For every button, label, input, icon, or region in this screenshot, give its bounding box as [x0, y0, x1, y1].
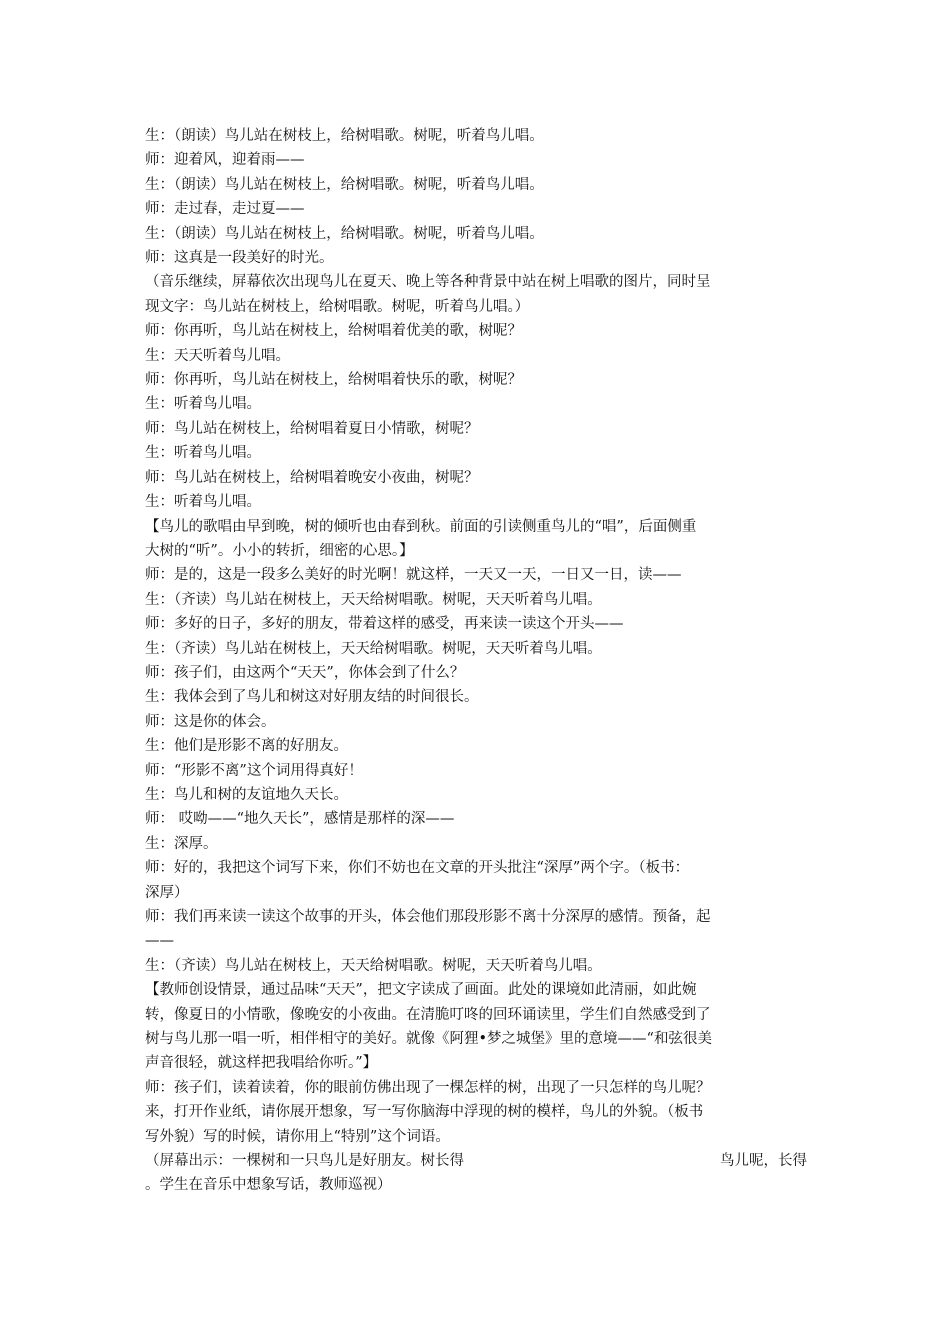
text-line: 【教师创设情景，通过品味“天天”，把文字读成了画面。此处的课境如此清丽，如此婉 — [145, 982, 697, 999]
text-line: 生：听着鸟儿唱。 — [145, 494, 261, 511]
text-line: 生：（朗读）鸟儿站在树枝上，给树唱歌。树呢，听着鸟儿唱。 — [145, 128, 544, 144]
text-line: 师：这是你的体会。 — [145, 713, 276, 730]
text-line: 生：深厚。 — [145, 835, 218, 852]
text-line: 师：这真是一段美好的时光。 — [145, 250, 334, 267]
text-line: 师：多好的日子，多好的朋友，带着这样的感受，再来读一读这个开头—— — [145, 616, 624, 633]
comment-paragraph — [145, 515, 807, 564]
text-line: 师：孩子们，由这两个“天天”，你体会到了什么？ — [145, 664, 465, 681]
text-line: 师：你再听，鸟儿站在树枝上，给树唱着快乐的歌，树呢？ — [145, 372, 522, 389]
text-line: 生：（朗读）鸟儿站在树枝上，给树唱歌。树呢，听着鸟儿唱。 — [145, 176, 544, 193]
text-line: 生：（齐读）鸟儿站在树枝上，天天给树唱歌。树呢，天天听着鸟儿唱。 — [145, 957, 602, 974]
text-line: 师：迎着风，迎着雨—— — [145, 152, 305, 169]
screen-right-text: 鸟儿呢，长得 — [720, 1153, 807, 1170]
text-line: 转，像夏日的小情歌，像晚安的小夜曲。在清脆叮咚的回环诵读里，学生们自然感受到了 — [145, 1006, 711, 1023]
text-line: 。学生在音乐中想象写话，教师巡视） — [145, 1177, 392, 1194]
screen-line — [145, 1149, 807, 1173]
music-paragraph — [145, 270, 807, 319]
text-line: 师：孩子们，读着读着，你的眼前仿佛出现了一棵怎样的树，出现了一只怎样的鸟儿呢？ — [145, 1079, 711, 1096]
text-line: 写外貌）写的时候，请你用上“特别”这个词语。 — [145, 1128, 450, 1145]
text-line: 师：我们再来读一读这个故事的开头，体会他们那段形影不离十分深厚的感情。预备，起 — [145, 909, 711, 925]
screen-left-text: （屏幕出示：一棵树和一只鸟儿是好朋友。树长得 — [145, 1153, 464, 1170]
text-line: 深厚） — [145, 884, 189, 901]
text-line: （音乐继续，屏幕依次出现鸟儿在夏天、晚上等各种背景中站在树上唱歌的图片，同时呈 — [145, 274, 711, 291]
text-line: 生：天天听着鸟儿唱。 — [145, 347, 290, 364]
screen-paragraph — [145, 1149, 807, 1198]
text-line: 师：走过春，走过夏—— — [145, 201, 305, 218]
text-line: 生：（齐读）鸟儿站在树枝上，天天给树唱歌。树呢，天天听着鸟儿唱。 — [145, 591, 602, 608]
read-paragraph — [145, 905, 807, 954]
text-line: 师： 哎呦——“地久天长”，感情是那样的深—— — [145, 811, 455, 828]
comment-paragraph — [145, 978, 807, 1076]
text-line: 【鸟儿的歌唱由早到晚，树的倾听也由春到秋。前面的引读侧重鸟儿的“唱”，后面侧重 — [145, 518, 697, 535]
text-line: 大树的“听”。小小的转折，细密的心思。】 — [145, 542, 414, 559]
text-line: 生：（朗读）鸟儿站在树枝上，给树唱歌。树呢，听着鸟儿唱。 — [145, 225, 544, 242]
text-line: 师：“形影不离”这个词用得真好！ — [145, 762, 363, 779]
text-line: 生：他们是形影不离的好朋友。 — [145, 738, 348, 755]
text-line: 生：（齐读）鸟儿站在树枝上，天天给树唱歌。树呢，天天听着鸟儿唱。 — [145, 640, 602, 657]
text-line: 声音很轻，就这样把我唱给你听。”】 — [145, 1055, 378, 1072]
text-line: —— — [145, 933, 174, 950]
text-line: 生：听着鸟儿唱。 — [145, 445, 261, 462]
text-line: 生：听着鸟儿唱。 — [145, 396, 261, 413]
board-paragraph — [145, 856, 807, 905]
text-line: 师：好的，我把这个词写下来，你们不妨也在文章的开头批注“深厚”两个字。（板书： — [145, 860, 690, 877]
text-line: 师：鸟儿站在树枝上，给树唱着夏日小情歌，树呢？ — [145, 420, 479, 437]
text-line: 生：鸟儿和树的友谊地久天长。 — [145, 786, 348, 803]
text-line: 师：你再听，鸟儿站在树枝上，给树唱着优美的歌，树呢？ — [145, 323, 522, 340]
document-page — [145, 124, 807, 1198]
text-line: 师：鸟儿站在树枝上，给树唱着晚安小夜曲，树呢？ — [145, 469, 479, 486]
text-line: 来，打开作业纸，请你展开想象，写一写你脑海中浮现的树的模样，鸟儿的外貌。（板书 — [145, 1104, 704, 1121]
text-line: 师：是的，这是一段多么美好的时光啊！就这样，一天又一天，一日又一日，读—— — [145, 567, 682, 584]
text-line: 生：我体会到了鸟儿和树这对好朋友结的时间很长。 — [145, 689, 479, 706]
text-line: 现文字：鸟儿站在树枝上，给树唱歌。树呢，听着鸟儿唱。） — [145, 298, 530, 315]
text-line: 树与鸟儿那一唱一听，相伴相守的美好。就像《阿狸•梦之城堡》里的意境——“和弦很美 — [145, 1031, 712, 1048]
task-paragraph — [145, 1076, 807, 1149]
